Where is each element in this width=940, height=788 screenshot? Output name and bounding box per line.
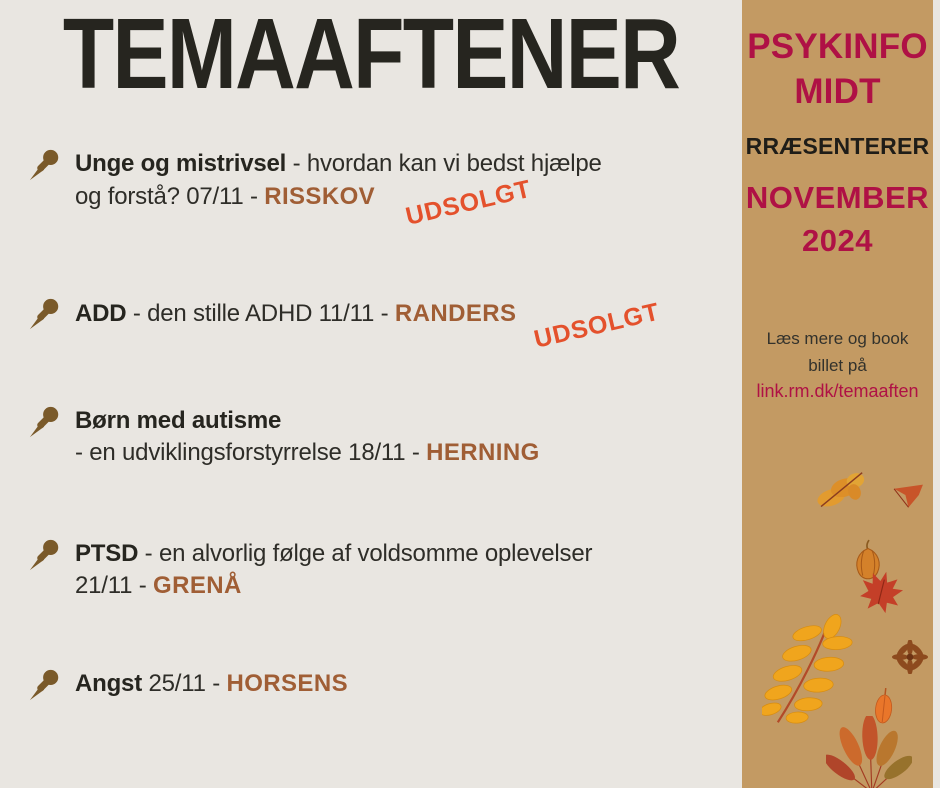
event-line [75,538,708,570]
event-description: - den stille ADHD 11/11 - [126,300,395,327]
event-title: Angst [75,670,142,697]
maple-leaf-icon [856,570,906,621]
event-line [75,437,708,469]
page-title: TEMAAFTENER [62,0,680,110]
brand-name [742,24,933,114]
month-year: 2024 [802,223,873,258]
event-item [28,668,708,700]
event-line [75,668,708,700]
event-description: 21/11 - [75,572,154,599]
event-line [75,174,708,231]
event-description: 25/11 - [142,670,227,697]
presents-label: RRÆSENTERER [745,133,930,159]
event-title: Unge og mistrivsel [75,150,287,177]
sidebar [742,0,933,788]
sold-out-stamp: UDSOLGT [531,297,663,354]
event-city: HERNING [426,439,540,466]
event-title: Børn med autisme [75,407,282,434]
event-description: - en udviklingsforstyrrelse 18/11 - [75,439,427,466]
event-line [75,148,708,180]
cta-line2: billet på [808,356,867,375]
pushpin-icon [28,405,64,441]
month-name: NOVEMBER [745,180,930,215]
event-city: RANDERS [394,300,517,327]
event-line [75,570,708,602]
pushpin-icon [28,297,64,333]
event-city: RISSKOV [264,183,376,210]
pushpin-icon [28,668,64,704]
red-leaf-fragment-icon [892,482,925,515]
event-item [28,405,708,469]
event-city: HORSENS [226,670,348,697]
event-month [742,176,933,262]
event-title: PTSD [75,540,139,567]
star-anise-icon [892,640,928,679]
oak-leaf-icon [812,466,874,521]
event-item [28,297,708,354]
brand-line1: PSYKINFO [747,27,928,66]
pushpin-icon [28,148,64,184]
pushpin-icon [28,538,64,574]
creeper-leaf-icon [826,716,912,788]
event-city: GRENÅ [153,572,242,599]
booking-link: link.rm.dk/temaaften [756,381,919,401]
event-title: ADD [75,300,127,327]
cta-line1: Læs mere og book [766,329,909,348]
event-description: og forstå? 07/11 - [75,183,265,210]
event-line [75,297,708,354]
brand-line2: MIDT [794,72,881,111]
event-item [28,148,708,231]
sold-out-stamp: UDSOLGT [403,174,534,231]
cta-text [742,325,933,379]
event-item [28,538,708,602]
event-line [75,405,708,437]
event-description: - hvordan kan vi bedst hjælpe [286,150,602,177]
event-description: - en alvorlig følge af voldsomme oplevelser [138,540,593,567]
